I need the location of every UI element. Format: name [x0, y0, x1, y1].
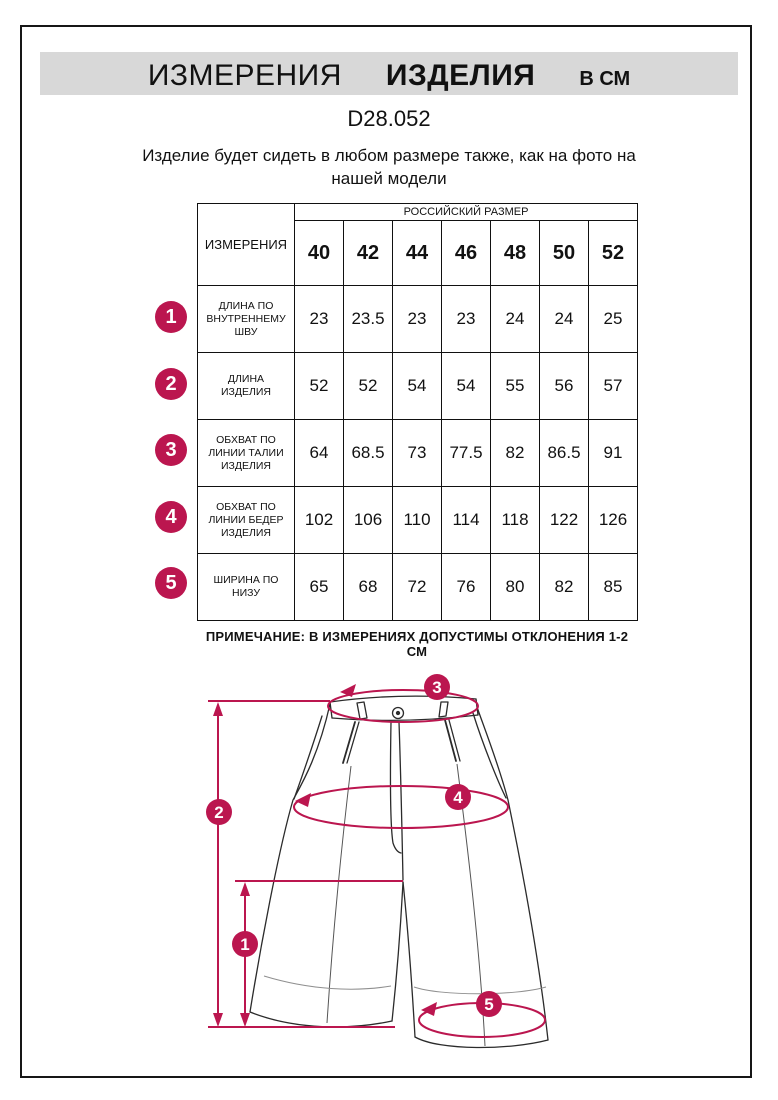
measurement-value: 65 [295, 554, 344, 621]
size-col-header: 52 [589, 221, 638, 286]
measurement-value: 23 [295, 286, 344, 353]
measurement-value: 54 [442, 353, 491, 420]
size-col-header: 46 [442, 221, 491, 286]
measurement-value: 118 [491, 487, 540, 554]
pocket-line-left [294, 716, 322, 799]
row-label: ОБХВАТ ПО ЛИНИИ ТАЛИИ ИЗДЕЛИЯ [198, 420, 295, 487]
measurement-value: 23.5 [344, 286, 393, 353]
measurement-value: 23 [393, 286, 442, 353]
row-number-badge: 4 [155, 501, 187, 533]
measurement-value: 122 [540, 487, 589, 554]
arrowhead-up [213, 702, 223, 716]
measure-header-cell: ИЗМЕРЕНИЯ [198, 204, 295, 286]
row-number-badge: 5 [155, 567, 187, 599]
measurement-value: 52 [295, 353, 344, 420]
measurement-value: 68 [344, 554, 393, 621]
measurement-value: 24 [491, 286, 540, 353]
row-number-badge: 2 [155, 368, 187, 400]
arrowhead-down [240, 1013, 250, 1027]
size-col-header: 44 [393, 221, 442, 286]
row-number-badge: 1 [155, 301, 187, 333]
diagram-badge-1: 1 [240, 935, 250, 954]
measurement-value: 56 [540, 353, 589, 420]
diagram-badge-5: 5 [484, 995, 494, 1014]
size-col-header: 50 [540, 221, 589, 286]
measurement-value: 23 [442, 286, 491, 353]
row-label: ОБХВАТ ПО ЛИНИИ БЕДЕР ИЗДЕЛИЯ [198, 487, 295, 554]
measurement-value: 77.5 [442, 420, 491, 487]
subtitle-line-1: Изделие будет сидеть в любом размере также, как на фото на [142, 146, 636, 165]
product-code: D28.052 [347, 106, 431, 131]
belt-loop-right [439, 702, 448, 717]
shorts-outline [250, 696, 548, 1047]
measurement-value: 52 [344, 353, 393, 420]
arrowhead-up [240, 882, 250, 896]
measurement-value: 24 [540, 286, 589, 353]
belt-loop-left [357, 702, 367, 719]
measurement-marks [208, 690, 545, 1037]
measurement-value: 54 [393, 353, 442, 420]
measurement-value: 55 [491, 353, 540, 420]
measurement-value: 126 [589, 487, 638, 554]
size-col-header: 48 [491, 221, 540, 286]
measurement-value: 73 [393, 420, 442, 487]
measurement-value: 82 [491, 420, 540, 487]
pocket-line-right [473, 713, 506, 798]
measurement-value: 86.5 [540, 420, 589, 487]
row-label: ДЛИНА ИЗДЕЛИЯ [198, 353, 295, 420]
size-group-header-cell: РОССИЙСКИЙ РАЗМЕР [295, 204, 638, 221]
arrowhead-left [340, 684, 356, 697]
page-title-emphasis: ИЗДЕЛИЯ [385, 59, 536, 92]
page-title: ИЗМЕРЕНИЯ [147, 59, 342, 92]
center-front-seam [399, 722, 403, 880]
diagram-badge-3: 3 [432, 678, 442, 697]
measurement-value: 106 [344, 487, 393, 554]
measurement-value: 57 [589, 353, 638, 420]
diagram-badge-4: 4 [453, 788, 463, 807]
measurement-value: 102 [295, 487, 344, 554]
note-text: ПРИМЕЧАНИЕ: В ИЗМЕРЕНИЯХ ДОПУСТИМЫ ОТКЛОНЕНИЯ 1-2 СМ [205, 629, 629, 659]
measurement-value: 114 [442, 487, 491, 554]
measurement-value: 76 [442, 554, 491, 621]
row-label: ШИРИНА ПО НИЗУ [198, 554, 295, 621]
page-title-units: В СМ [579, 68, 631, 90]
size-col-header: 42 [344, 221, 393, 286]
measurement-value: 25 [589, 286, 638, 353]
measurement-value: 85 [589, 554, 638, 621]
measurement-value: 80 [491, 554, 540, 621]
arrowhead-left [295, 793, 311, 807]
row-number-badge: 3 [155, 434, 187, 466]
measurement-value: 82 [540, 554, 589, 621]
arrowheads [213, 684, 437, 1027]
measurement-value: 68.5 [344, 420, 393, 487]
measurement-value: 72 [393, 554, 442, 621]
measurement-value: 91 [589, 420, 638, 487]
size-col-header: 40 [295, 221, 344, 286]
row-label: ДЛИНА ПО ВНУТРЕННЕМУ ШВУ [198, 286, 295, 353]
measurement-value: 110 [393, 487, 442, 554]
diagram-badge-2: 2 [214, 803, 224, 822]
measurement-value: 64 [295, 420, 344, 487]
subtitle-line-2: нашей модели [331, 169, 447, 188]
arrowhead-down [213, 1013, 223, 1027]
